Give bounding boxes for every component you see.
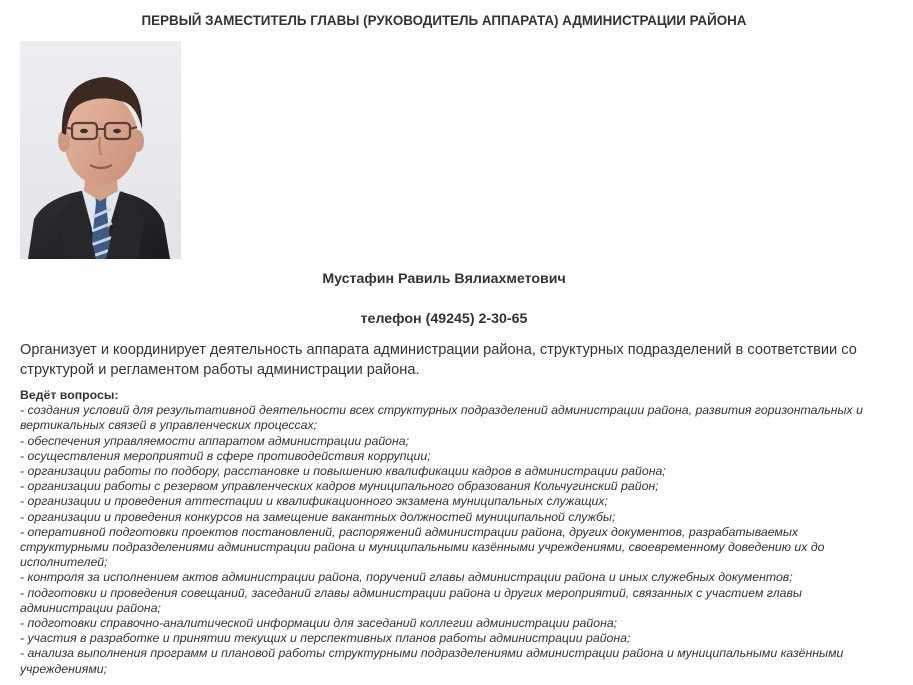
duty-item: - организации и проведения аттестации и квалификационного экзамена муниципальных служащих; [20, 494, 608, 509]
duty-item: - обеспечения управляемости аппаратом администрации района; [20, 433, 410, 448]
official-portrait-photo [20, 41, 181, 259]
duty-item: - организации работы по подбору, расстановке и повышению квалификации кадров в администрации района; [20, 464, 666, 479]
duty-item: - оперативной подготовки проектов постановлений, распоряжений администрации района, других документов, разрабатываемых структурными подразделениями администрации района и муниципальными казёнными учреждениями, своевременному доведению их до исполнителей; [20, 524, 825, 570]
duties-section [20, 388, 890, 677]
duty-item: - осуществления мероприятий в сфере противодействия коррупции; [20, 448, 431, 463]
responsibilities-summary: Организует и координирует деятельность аппарата администрации района, структурных подразделений в соответствии со структурой и регламентом работы администрации района. [20, 342, 857, 378]
duty-item: - организации и проведения конкурсов на замещение вакантных должностей муниципальной службы; [20, 509, 616, 524]
phone-label: телефон [360, 311, 422, 327]
duty-item: - создания условий для результативной деятельности всех структурных подразделений администрации района, развития горизонтальных и вертикальных связей в управленческих процессах; [20, 403, 863, 433]
duty-item: - подготовки и проведения совещаний, заседаний главы администрации района и других мероприятий, связанных с участием главы администрации района; [20, 585, 802, 615]
duty-item: - анализа выполнения программ и плановой работы структурными подразделениями администрации района и муниципальными казёнными учреждениями; [20, 646, 844, 676]
duty-item: - участия в разработке и принятии текущих и перспективных планов работы администрации района; [20, 631, 631, 646]
duties-list [20, 403, 890, 677]
duties-heading: Ведёт вопросы: [20, 388, 119, 402]
phone-number: (49245) 2-30-65 [425, 311, 528, 327]
duty-item: - организации работы с резервом управленческих кадров муниципального образования Кольчугинский район; [20, 479, 659, 494]
official-full-name: Мустафин Равиль Вялиахметович [322, 271, 566, 287]
position-title: ПЕРВЫЙ ЗАМЕСТИТЕЛЬ ГЛАВЫ (РУКОВОДИТЕЛЬ АППАРАТА) АДМИНИСТРАЦИИ РАЙОНА [141, 13, 747, 28]
duty-item: - контроля за исполнением актов администрации района, поручений главы администрации района и иных служебных документов; [20, 570, 793, 585]
duty-item: - подготовки справочно-аналитической информации для заседаний коллегии администрации района; [20, 616, 618, 631]
phone-line [0, 311, 888, 328]
